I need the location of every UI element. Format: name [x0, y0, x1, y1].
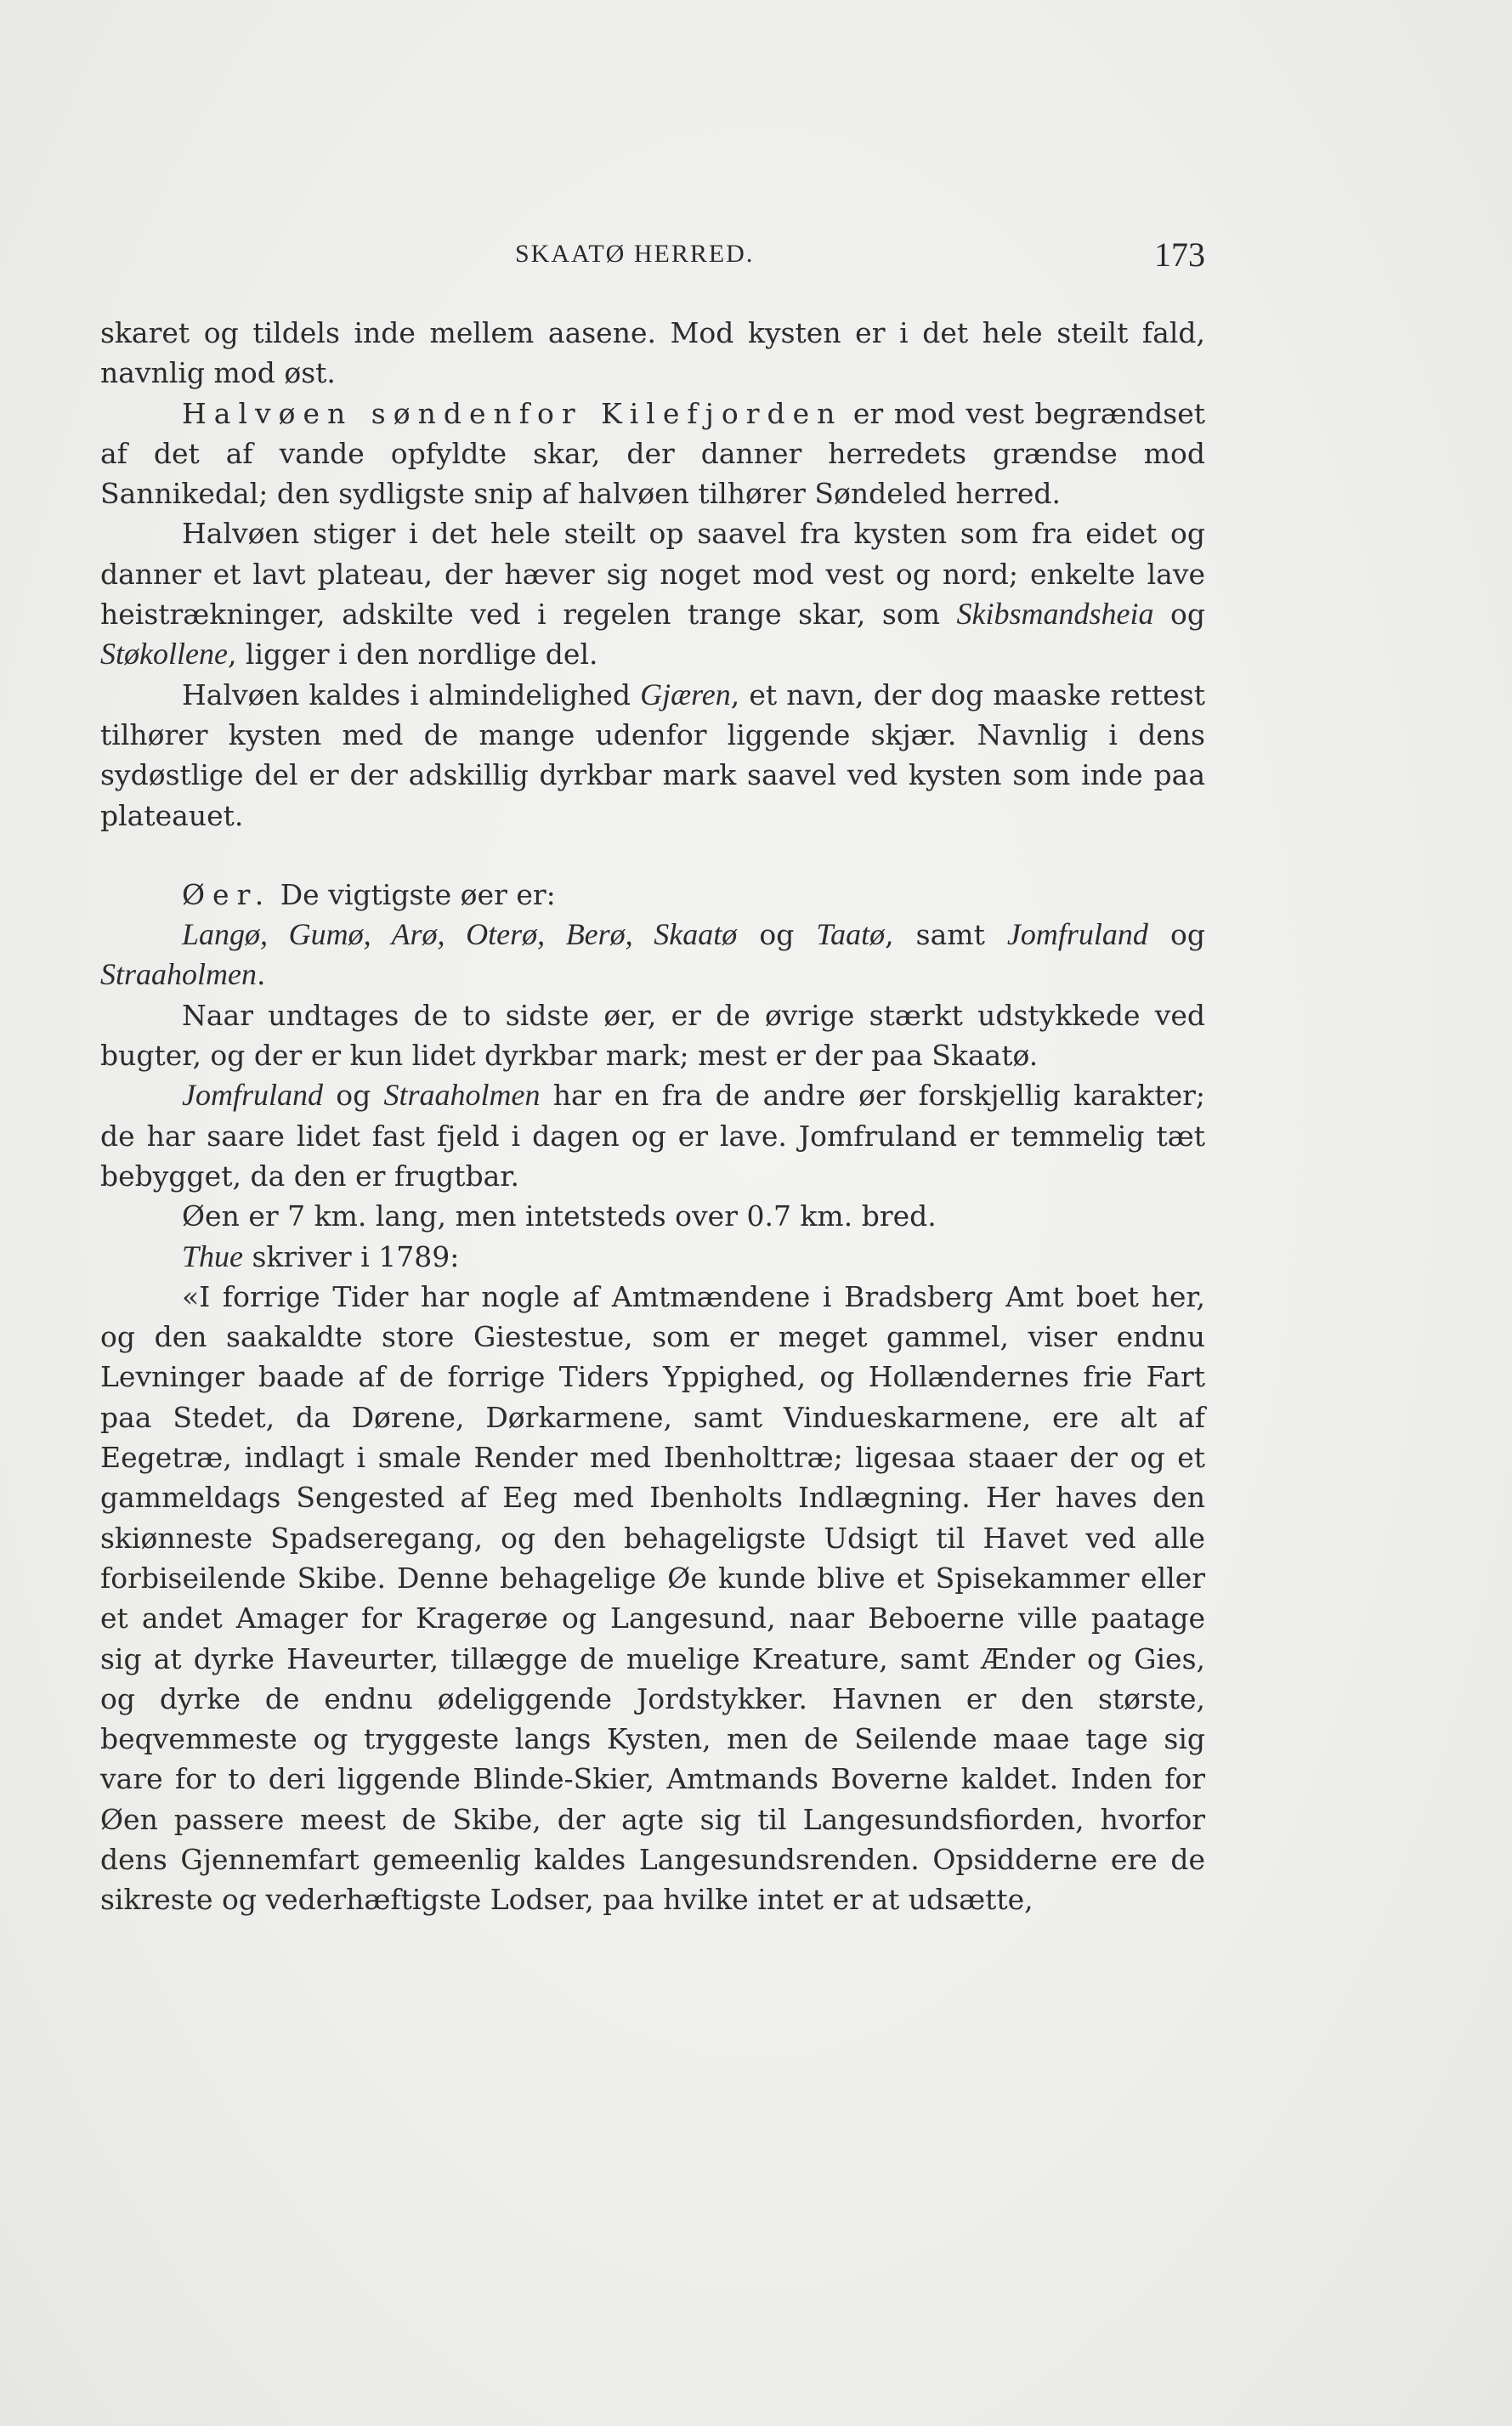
paragraph-4-text-1: Halvøen kaldes i almindelighed	[182, 677, 641, 711]
quotation-paragraph: «I forrige Tider har nogle af Amtmændene i Bradsberg Amt boet her, og den saakaldte store Giestestue, som er meget gammel, viser endnu Levninger baade af de forrige Tiders Yppighed, og Hollændernes frie Fart paa Stedet, da Dørene, Dørkarmene, samt Vindueskarmene, ere alt af Eegetræ, indlagt i smale Render med Ibenholttræ; ligesaa staaer der og et gammeldags Sengested af Eeg med Ibenholts Indlægning. Her haves den skiønneste Spadseregang, og den behageligste Udsigt til Havet ved alle forbiseilende Skibe. Denne behagelige Øe kunde blive et Spisekammer eller et andet Amager for Kragerøe og Langesund, naar Beboerne ville paatage sig at dyrke Haveurter, tillægge de muelige Kreature, samt Ænder og Gies, og dyrke de endnu ødeliggende Jordstykker. Havnen er den største, beqvemmeste og tryggeste langs Kysten, men de Seilende maae tage sig vare for to deri liggende Blinde-Skier, Amtmands Boverne kaldet. Inden for Øen passere meest de Skibe, der agte sig til Langesundsfiorden, hvorfor dens Gjennemfart gemeenlig kaldes Langesundsrenden. Opsidderne ere de sikreste og vederhæftigste Lodser, paa hvilke intet er at udsætte,	[100, 1279, 1205, 1917]
paragraph-6-text-2: , samt	[885, 918, 1007, 952]
place-name: Taatø	[816, 917, 886, 952]
paragraph-10	[100, 1237, 1205, 1277]
paragraph-10-text: skriver i 1789:	[243, 1239, 460, 1273]
paragraph-7: Naar undtages de to sidste øer, er de øvrige stærkt udstykkede ved bugter, og der er kun lidet dyrkbar mark; mest er der paa Skaatø.	[100, 998, 1205, 1073]
paragraph-9: Øen er 7 km. lang, men intetsteds over 0.7 km. bred.	[182, 1199, 937, 1233]
place-name: Jomfruland	[1006, 917, 1148, 952]
paragraph-6-text-1: og	[737, 918, 817, 952]
author-name: Thue	[182, 1239, 243, 1273]
paragraph-2-text: er mod vest begrændset af det af vande opfyldte skar, der danner herredets grændse mod Sannikedal; den sydligste snip af halvøen tilhører Søndeled herred.	[100, 396, 1206, 511]
paragraph-6-text-3: og	[1147, 918, 1205, 952]
place-name: Straaholmen	[383, 1078, 541, 1113]
paragraph-6-text-4: .	[257, 958, 266, 992]
paragraph-8-text-1: og	[323, 1079, 384, 1113]
body-text	[100, 313, 1205, 1920]
section-lead-oer: Øer.	[182, 877, 272, 911]
place-name: Støkollene	[100, 637, 228, 672]
paragraph-3-text-1: Halvøen stiger i det hele steilt op saavel fra kysten som fra eidet og danner et lavt plateau, der hæver sig noget mod vest og nord; enkelte lave heistrækninger, adskilte ved i regelen trange skar, som	[100, 517, 1205, 632]
place-name: Gjæren	[640, 677, 731, 711]
paragraph-3	[100, 513, 1205, 674]
paragraph-3-text-3: , ligger i den nordlige del.	[227, 638, 598, 672]
paragraph-4-text-2: , et navn, der dog maaske rettest tilhører kysten med de mange udenfor liggende skjær. Navnlig i dens sydøstlige del er der adskillig dyrkbar mark saavel ved kysten som inde paa plateauet.	[100, 677, 1206, 832]
running-head: SKAATØ HERRED.	[515, 240, 755, 268]
paragraph-3-text-2: og	[1153, 598, 1206, 632]
place-name: Langø, Gumø, Arø, Oterø, Berø, Skaatø	[182, 917, 738, 952]
paragraph-6	[100, 915, 1205, 995]
place-name: Jomfruland	[182, 1078, 323, 1113]
paragraph-4	[100, 675, 1205, 836]
page-header	[100, 235, 1205, 282]
paragraph-2	[100, 394, 1205, 514]
paragraph-5	[100, 875, 1205, 915]
section-lead-halvoen: Halvøen søndenfor Kilefjorden	[182, 396, 843, 430]
page-number: 173	[1154, 235, 1205, 274]
paragraph-5-text: De vigtigste øer er:	[271, 877, 556, 911]
paragraph-8-text-2: har en fra de andre øer forskjellig karakter; de har saare lidet fast fjeld i dagen og er lave. Jomfruland er temmelig tæt bebygget, da den er frugtbar.	[100, 1079, 1205, 1193]
paragraph-8	[100, 1075, 1205, 1196]
place-name: Straaholmen	[100, 957, 257, 992]
paragraph-1: skaret og tildels inde mellem aasene. Mod kysten er i det hele steilt fald, navnlig mod øst.	[100, 316, 1205, 390]
place-name: Skibsmandsheia	[956, 597, 1154, 632]
